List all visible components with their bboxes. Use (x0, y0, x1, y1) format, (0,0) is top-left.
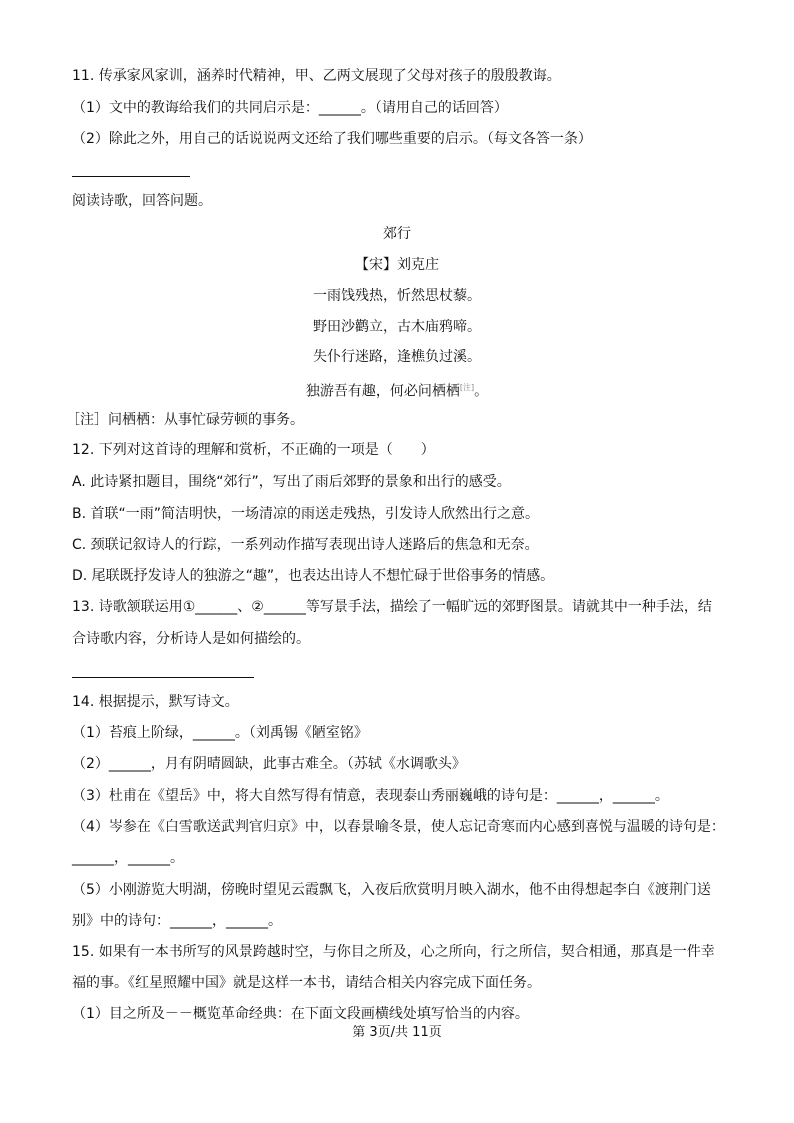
poem-line-4-punct: 。 (474, 383, 489, 400)
q12-option-c: C. 颈联记叙诗人的行踪，一系列动作描写表现出诗人迷路后的焦急和无奈。 (72, 537, 539, 553)
answer-line-q13 (72, 677, 254, 678)
q13-line-1: 13. 诗歌颔联运用①______、②______等写景手法，描绘了一幅旷远的郊野图景。请就其中一种手法，结 (72, 599, 712, 615)
poem-line-3: 失仆行迷路，逢樵负过溪。 (313, 349, 481, 365)
answer-line-q11 (72, 176, 190, 177)
q12-option-a: A. 此诗紧扣题目，围绕“郊行”，写出了雨后郊野的景象和出行的感受。 (72, 474, 511, 490)
q11-stem: 11. 传承家风家训，涵养时代精神，甲、乙两文展现了父母对孩子的殷殷教诲。 (72, 68, 561, 84)
poem-line-4 (0, 379, 794, 401)
q14-item-1: （1）苔痕上阶绿，______。（刘禹锡《陋室铭》 (72, 725, 368, 741)
poem-author: 【宋】刘克庄 (355, 257, 439, 273)
q14-item-5-cont: 别》中的诗句：______，______。 (72, 913, 282, 929)
reading-intro: 阅读诗歌，回答问题。 (72, 193, 212, 209)
poem-line-1: 一雨饯残热，忻然思杖藜。 (313, 288, 481, 304)
q12-option-d: D. 尾联既抒发诗人的独游之“趣”，也表达出诗人不想忙碌于世俗事务的情感。 (72, 568, 555, 584)
q14-stem: 14. 根据提示，默写诗文。 (72, 694, 239, 710)
q14-item-4-cont: ______，______。 (72, 850, 184, 866)
page-number: 第 3页/共 11页 (352, 1025, 442, 1040)
q13-line-2: 合诗歌内容，分析诗人是如何描绘的。 (72, 631, 310, 647)
q14-item-2: （2）______，月有阴晴圆缺，此事古难全。（苏轼《水调歌头》 (72, 756, 466, 772)
q11-sub1: （1）文中的教诲给我们的共同启示是：______。（请用自己的话回答） (72, 100, 508, 116)
q14-item-3: （3）杜甫在《望岳》中，将大自然写得有情意，表现泰山秀丽巍峨的诗句是：______，______。 (72, 788, 669, 804)
q15-sub-1: （1）目之所及－－概览革命经典：在下面文段画横线处填写恰当的内容。 (72, 1006, 529, 1022)
poem-title: 郊行 (383, 226, 411, 242)
q12-option-b: B. 首联“一雨”简洁明快，一场清凉的雨送走残热，引发诗人欣然出行之意。 (72, 506, 540, 522)
q14-item-5: （5）小刚游览大明湖，傍晚时望见云霞飘飞，入夜后欣赏明月映入湖水，他不由得想起李白《渡荆门送 (72, 882, 711, 898)
q11-sub2: （2）除此之外，用自己的话说说两文还给了我们哪些重要的启示。（每文各答一条） (72, 131, 592, 147)
poem-line-4-text: 独游吾有趣，何必问栖栖 (305, 383, 460, 400)
poem-line-2: 野田沙鹳立，古木庙鸦啼。 (313, 319, 481, 335)
poem-note: ［注］问栖栖：从事忙碌劳顿的事务。 (66, 412, 304, 428)
q12-stem: 12. 下列对这首诗的理解和赏析，不正确的一项是（ ） (72, 442, 435, 458)
q14-item-4: （4）岑参在《白雪歌送武判官归京》中，以春景喻冬景，使人忘记奇寒而内心感到喜悦与温暖的诗句是： (72, 819, 725, 835)
q15-line-2: 福的事。《红星照耀中国》就是这样一本书，请结合相关内容完成下面任务。 (72, 975, 541, 991)
q15-line-1: 15. 如果有一本书所写的风景跨越时空，与你目之所及，心之所向，行之所信，契合相通，那真是一件幸 (72, 944, 715, 960)
poem-note-mark: [注] (459, 383, 475, 392)
